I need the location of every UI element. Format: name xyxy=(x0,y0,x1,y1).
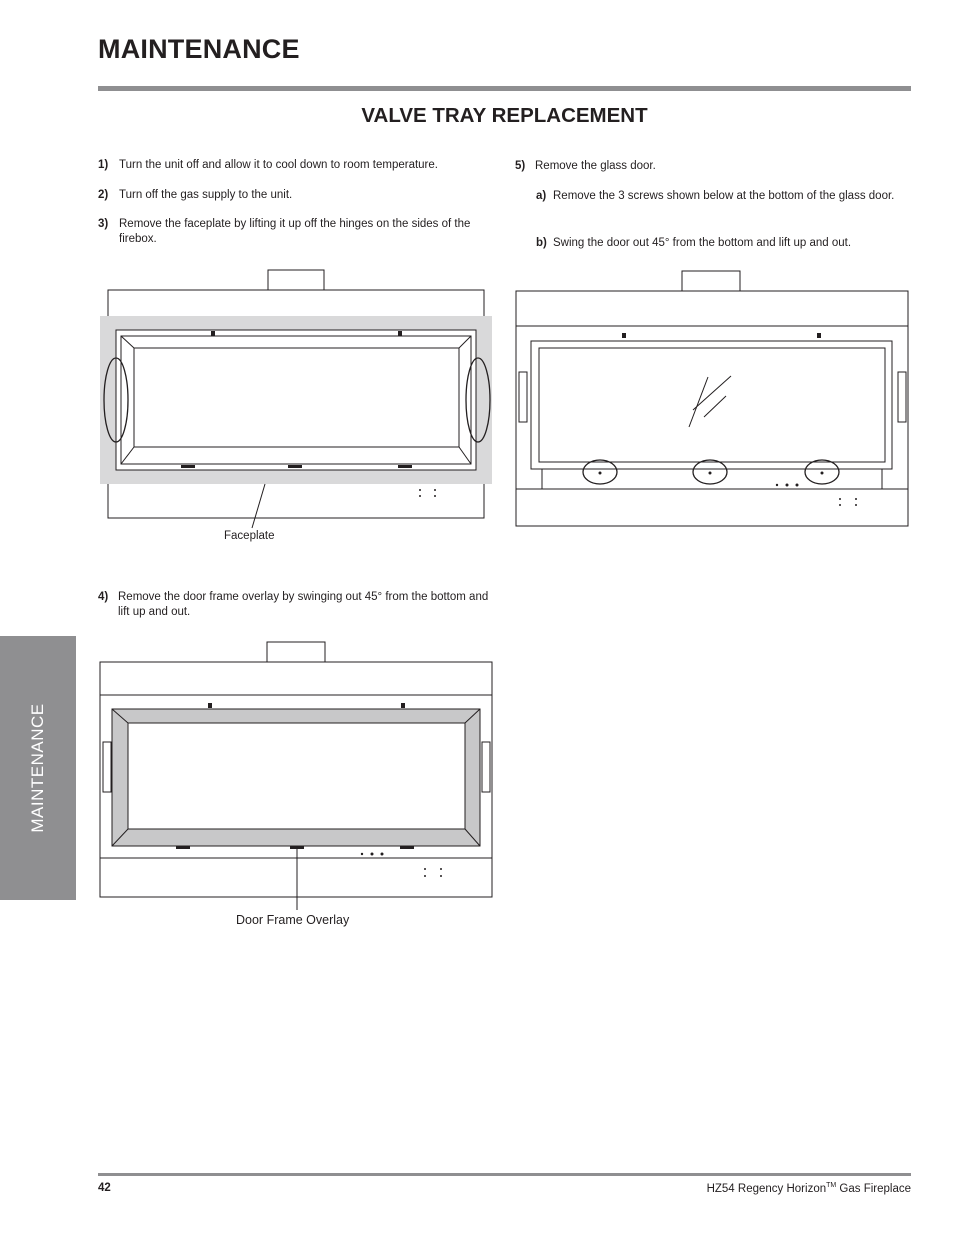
trademark: TM xyxy=(826,1182,837,1189)
step-number: 4) xyxy=(98,591,109,603)
page-title: MAINTENANCE xyxy=(98,34,300,64)
step-number: 2) xyxy=(98,189,109,201)
faceplate-label: Faceplate xyxy=(224,530,275,542)
footer-rule xyxy=(98,1173,911,1176)
step-text: Remove the faceplate by lifting it up off the hinges on the sides of the firebox. xyxy=(119,218,471,245)
product-name: HZ54 Regency Horizon xyxy=(706,1182,827,1195)
step-number: 5) xyxy=(515,160,526,172)
step-text: Swing the door out 45° from the bottom and lift up and out. xyxy=(553,237,852,249)
step-text: Remove the door frame overlay by swinging out 45° from the bottom and lift up and out. xyxy=(118,591,489,618)
section-title: VALVE TRAY REPLACEMENT xyxy=(361,104,648,127)
step-text: Turn the unit off and allow it to cool down to room temperature. xyxy=(119,159,438,171)
step-number: 1) xyxy=(98,159,109,171)
step-number: a) xyxy=(536,190,547,202)
step-number: 3) xyxy=(98,218,109,230)
footer-product-name xyxy=(707,1182,911,1195)
page-number: 42 xyxy=(98,1182,111,1194)
door-frame-overlay-label: Door Frame Overlay xyxy=(236,913,350,927)
section-side-tab xyxy=(0,636,76,900)
step-text: Turn off the gas supply to the unit. xyxy=(119,189,293,201)
side-tab-label: MAINTENANCE xyxy=(28,703,47,833)
step-text: Remove the glass door. xyxy=(535,160,656,172)
step-number: b) xyxy=(536,237,547,249)
step-text: Remove the 3 screws shown below at the bottom of the glass door. xyxy=(553,190,895,202)
product-suffix: Gas Fireplace xyxy=(836,1182,911,1195)
